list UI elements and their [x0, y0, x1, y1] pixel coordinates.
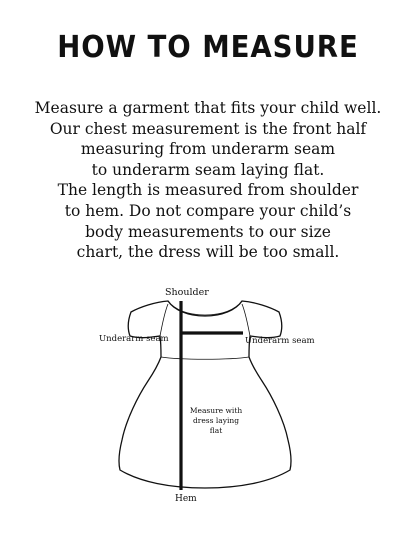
right-sleeve-seam — [242, 304, 250, 336]
instruction-line: Measure a garment that fits your child well. — [34, 99, 382, 117]
dress-outline — [119, 301, 291, 488]
neckline — [168, 301, 242, 315]
instructions — [20, 98, 396, 263]
laying-flat-note-line1: Measure with — [189, 406, 243, 415]
underarm-right-label: Underarm seam — [245, 336, 315, 346]
instruction-line: The length is measured from shoulder — [57, 181, 359, 200]
instruction-line: Our chest measurement is the front half — [49, 119, 367, 138]
instruction-line: body measurements to our size — [85, 222, 331, 241]
instruction-line: chart, the dress will be too small. — [76, 243, 340, 262]
left-sleeve-seam — [160, 304, 168, 336]
hem-label: Hem — [175, 494, 197, 504]
shoulder-label: Shoulder — [165, 287, 209, 298]
instruction-line: to underarm seam laying flat. — [91, 160, 325, 179]
laying-flat-note-line2: dress laying — [192, 416, 240, 425]
page-title: HOW TO MEASURE — [57, 30, 359, 65]
laying-flat-note-line3: flat — [209, 426, 223, 435]
waist-seam — [161, 357, 249, 359]
dress-diagram — [0, 280, 416, 545]
instruction-line: to hem. Do not compare your child’s — [64, 201, 352, 220]
underarm-left-label: Underarm seam — [99, 334, 169, 344]
instruction-line: measuring from underarm seam — [80, 140, 336, 159]
